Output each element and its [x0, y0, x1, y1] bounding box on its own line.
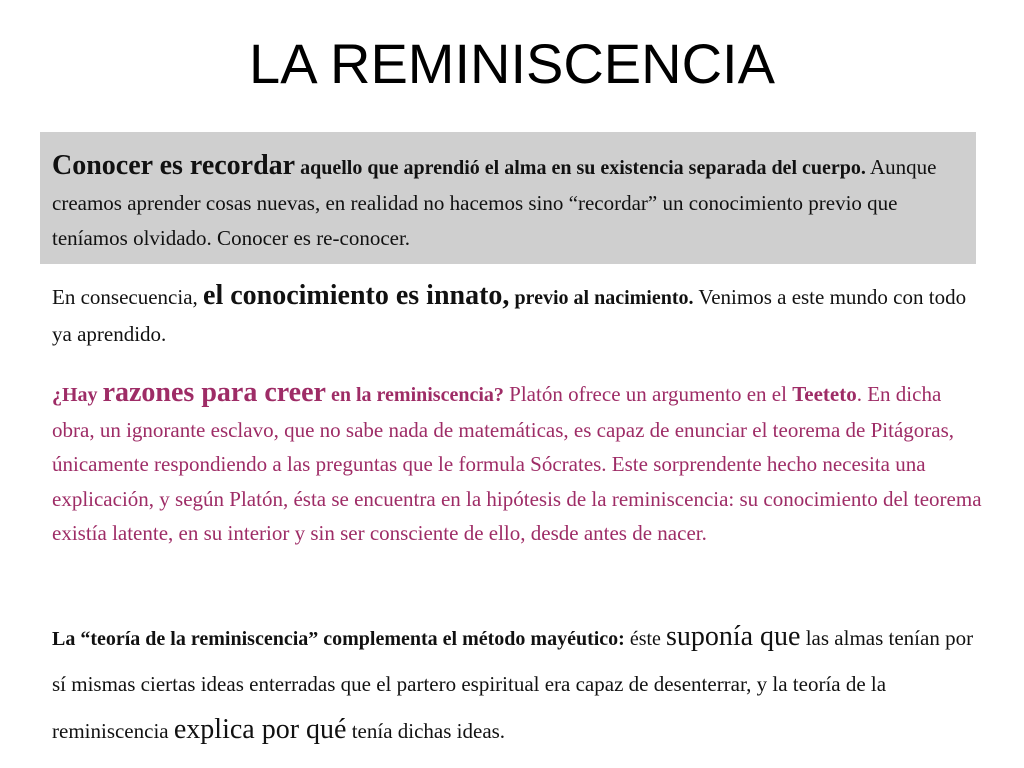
- p2-text-2: . En dicha obra, un ignorante esclavo, que no sabe nada de matemáticas, es capaz de enunciar el teorema de Pitágoras, únicamente respondiendo a las preguntas que le formula Sócrates. Este sorprendente hecho necesita una explicación, y según Platón, ésta se encuentra en la hipótesis de la reminiscencia: su conocimiento del teorema existía latente, en su interior y sin ser consciente de ello, desde antes de nacer.: [52, 382, 982, 545]
- intro-bold-text: aquello que aprendió el alma en su existencia separada del cuerpo.: [295, 157, 866, 179]
- p3-emphasis-1: suponía que: [665, 621, 801, 652]
- p2-text-1: Platón ofrece un argumento en el: [503, 382, 793, 406]
- p2-question-end: en la reminiscencia?: [325, 384, 504, 406]
- p3-text-1: éste: [624, 628, 666, 650]
- p3-emphasis-2: explica por qué: [173, 714, 347, 745]
- paragraph-arguments: [52, 376, 982, 551]
- p2-question-start: ¿Hay: [52, 384, 103, 406]
- paragraph-innate-knowledge: [52, 278, 982, 352]
- intro-lead: Conocer es recordar: [52, 150, 296, 181]
- slide-title: LA REMINISCENCIA: [249, 32, 775, 95]
- paragraph-maieutic-method: [52, 614, 982, 754]
- p1-emphasis: el conocimiento es innato,: [203, 280, 510, 311]
- p2-question-emphasis: razones para creer: [102, 377, 326, 408]
- p1-end: Venimos a este mundo con todo ya aprendido.: [52, 285, 967, 346]
- p3-text-2: las almas tenían por sí mismas ciertas ideas enterradas que el partero espiritual era capaz de desenterrar, y la teoría de la reminiscencia: [52, 626, 974, 743]
- intro-regular-text: Aunque creamos aprender cosas nuevas, en realidad no hacemos sino “recordar” un conocimiento previo que teníamos olvidado. Conocer es re-conocer.: [52, 155, 937, 250]
- p3-bold-lead: La “teoría de la reminiscencia” complementa el método mayéutico:: [52, 628, 625, 650]
- p2-work-title: Teeteto: [792, 382, 857, 406]
- p1-start: En consecuencia,: [52, 285, 204, 309]
- p3-text-3: tenía dichas ideas.: [346, 719, 506, 743]
- intro-highlight-box: [40, 132, 976, 264]
- p1-bold-text: previo al nacimiento.: [509, 287, 694, 309]
